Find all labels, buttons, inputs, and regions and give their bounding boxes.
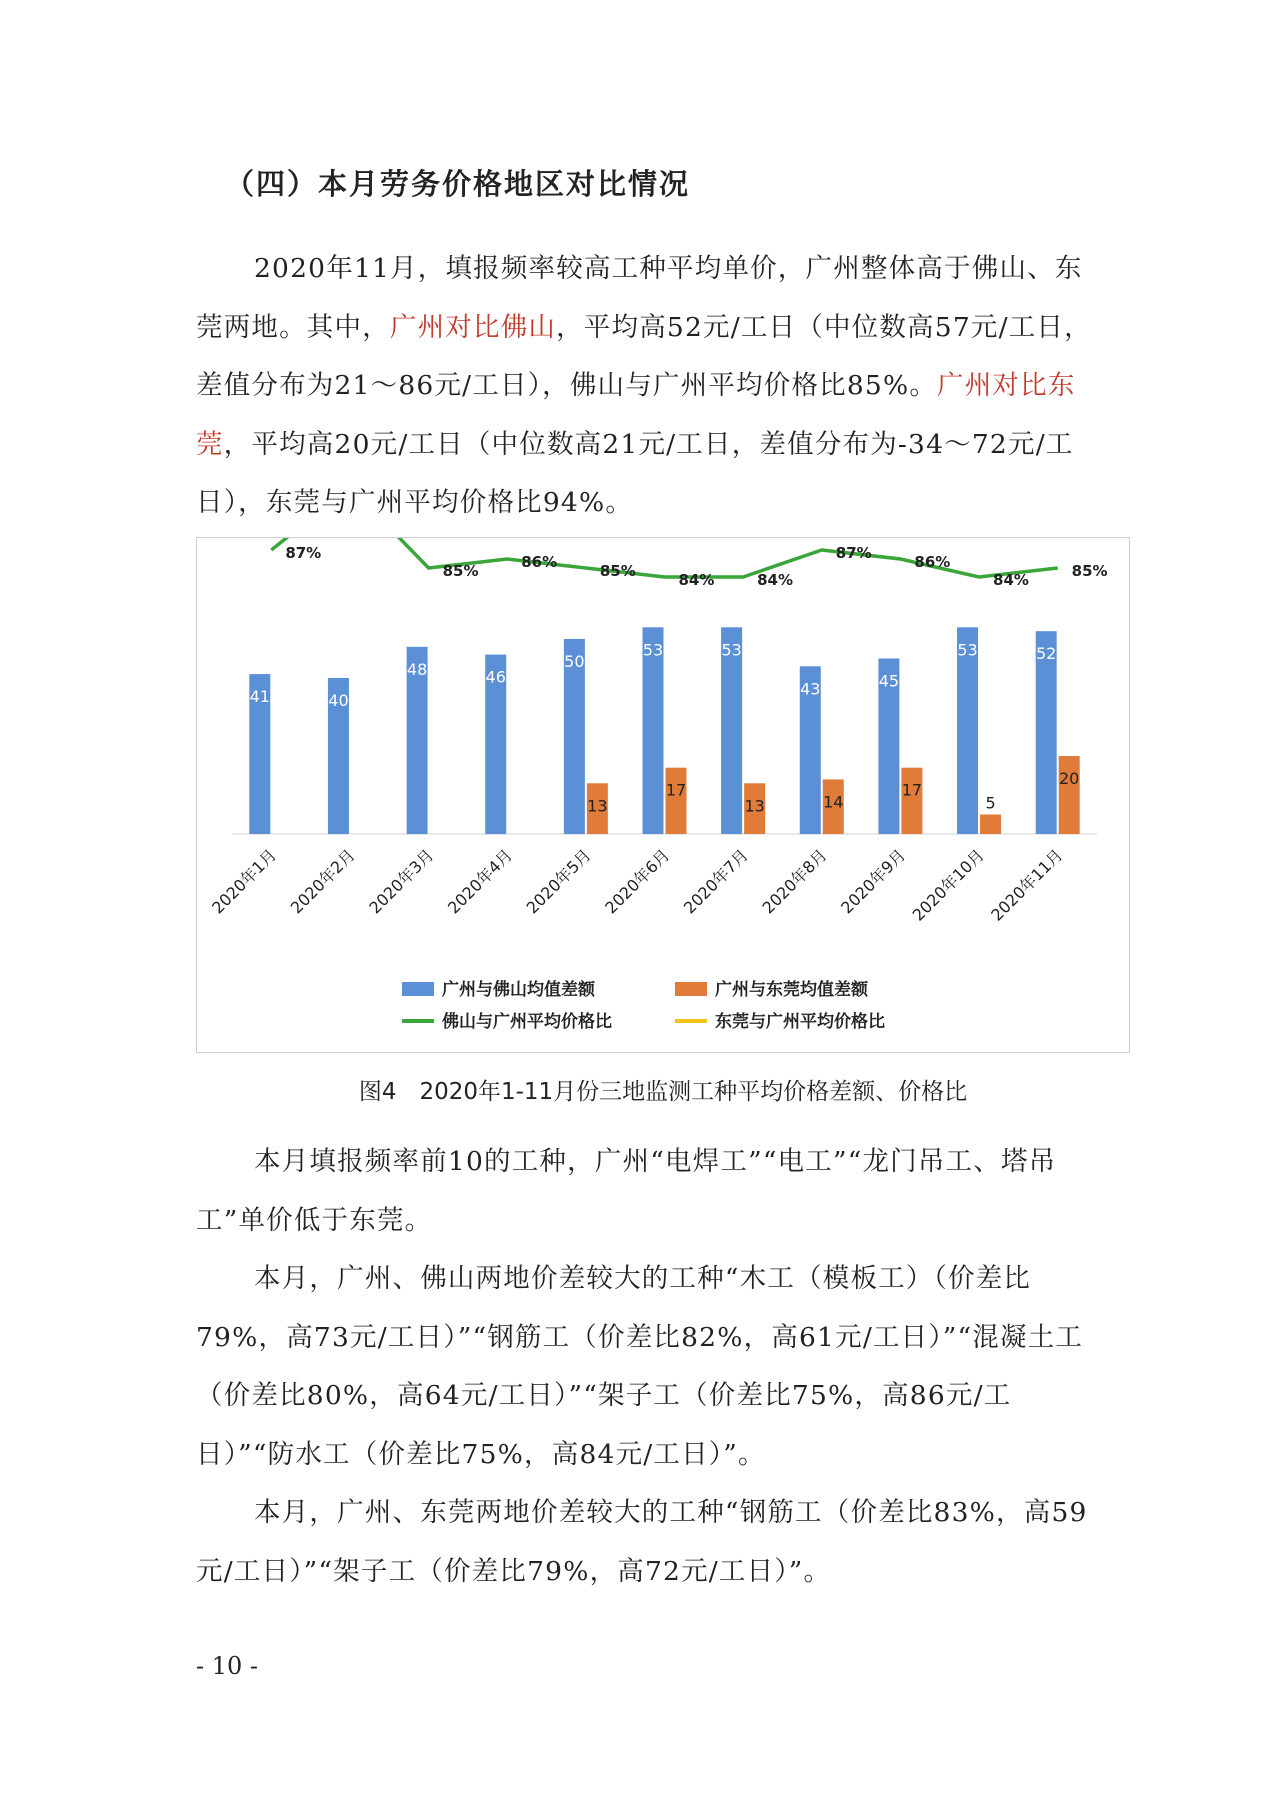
paragraph-4 <box>196 1484 1096 1601</box>
foshan-ratio-point-label: 85% <box>599 562 636 580</box>
bar-label-guangzhou-foshan: 43 <box>800 679 821 699</box>
paragraph-3-text: 本月，广州、佛山两地价差较大的工种“木工（模板工）（价差比79%，高73元/工日）”“钢筋工（价差比82%，高61元/工日）”“混凝土工（价差比80%，高64元/工日）”“架子工（价差比75%，高86元/工日）”“防水工（价差比75%，高84元/工日）”。 <box>196 1263 1084 1470</box>
bar-guangzhou-dongguan <box>666 768 687 834</box>
foshan-ratio-point-label: 84% <box>678 571 715 589</box>
paragraph-1 <box>196 240 1096 533</box>
price-comparison-chart <box>196 537 1130 1053</box>
foshan-ratio-point-label: 84% <box>757 571 794 589</box>
bar-label-guangzhou-dongguan: 14 <box>823 792 844 812</box>
figure-caption: 图4 2020年1-11月份三地监测工种平均价格差额、价格比 <box>358 1079 968 1105</box>
bar-guangzhou-dongguan <box>1059 756 1080 834</box>
legend-label: 广州与佛山均值差额 <box>442 980 595 1000</box>
legend-swatch <box>675 982 707 996</box>
foshan-ratio-point-label: 87% <box>835 544 872 562</box>
x-tick-label: 2020年1月 <box>208 845 281 918</box>
foshan-ratio-point-label: 84% <box>993 571 1029 589</box>
x-tick-label: 2020年3月 <box>365 845 438 918</box>
bar-label-guangzhou-foshan: 53 <box>642 640 664 660</box>
foshan-ratio-point-label: 85% <box>442 562 479 580</box>
x-tick-label: 2020年9月 <box>837 845 910 918</box>
x-tick-label: 2020年7月 <box>679 845 752 918</box>
x-tick-label: 2020年10月 <box>908 845 988 925</box>
bar-label-guangzhou-dongguan: 5 <box>985 793 996 813</box>
bar-label-guangzhou-foshan: 40 <box>328 691 349 710</box>
section-heading: （四）本月劳务价格地区对比情况 <box>225 167 691 201</box>
foshan-ratio-point-label: 87% <box>285 544 322 562</box>
paragraph-2 <box>196 1133 1096 1250</box>
x-tick-label: 2020年6月 <box>601 845 674 918</box>
bar-guangzhou-dongguan <box>980 815 1001 835</box>
x-tick-label: 2020年11月 <box>987 845 1067 925</box>
bar-label-guangzhou-dongguan: 17 <box>901 780 923 800</box>
paragraph-1-text-c: ，平均高20元/工日（中位数高21元/工日，差值分布为-34～72元/工日），东莞与广州平均价格比94%。 <box>196 428 1074 518</box>
bar-label-guangzhou-dongguan: 13 <box>744 796 765 816</box>
bar-label-guangzhou-foshan: 46 <box>485 667 506 687</box>
paragraph-4-text: 本月，广州、东莞两地价差较大的工种“钢筋工（价差比83%，高59元/工日）”“架子工（价差比79%，高72元/工日）”。 <box>196 1497 1088 1587</box>
legend-label: 佛山与广州平均价格比 <box>442 1012 612 1032</box>
x-tick-label: 2020年4月 <box>443 845 517 918</box>
bar-label-guangzhou-dongguan: 17 <box>665 780 687 800</box>
foshan-ratio-point-label: 85% <box>1071 562 1108 580</box>
legend-label: 广州与东莞均值差额 <box>715 980 868 1000</box>
bar-label-guangzhou-foshan: 48 <box>406 659 428 679</box>
bar-label-guangzhou-foshan: 53 <box>957 640 978 660</box>
legend-label: 东莞与广州平均价格比 <box>715 1012 885 1032</box>
page-number: - 10 - <box>196 1652 259 1680</box>
bar-label-guangzhou-foshan: 45 <box>878 671 900 691</box>
bar-label-guangzhou-foshan: 41 <box>249 687 270 707</box>
paragraph-3 <box>196 1250 1096 1484</box>
foshan-ratio-point-label: 86% <box>914 553 951 571</box>
paragraph-1-text-b: ，平均高52元/工日（中位数高57元/工日，差值分布为21～86元/工日），佛山与广州平均价格比85%。 <box>196 311 1092 401</box>
paragraph-2-text: 本月填报频率前10的工种，广州“电焊工”“电工”“龙门吊工、塔吊工”单价低于东莞。 <box>196 1146 1057 1236</box>
bar-label-guangzhou-foshan: 50 <box>564 652 585 671</box>
bar-label-guangzhou-dongguan: 20 <box>1059 769 1080 788</box>
paragraph-1-text-a: 2020年11月，填报频率较高工种平均单价，广州整体高于佛山、东莞两地。其中， <box>196 253 1083 343</box>
x-tick-label: 2020年5月 <box>522 845 595 918</box>
bar-label-guangzhou-foshan: 52 <box>1036 644 1057 664</box>
highlight-guangzhou-vs-foshan: 广州对比佛山 <box>389 311 557 343</box>
chart-svg <box>197 538 1131 1054</box>
bar-label-guangzhou-foshan: 53 <box>721 640 742 660</box>
x-tick-label: 2020年8月 <box>758 845 831 918</box>
highlight-guangzhou-vs-dongguan: 广州对比东莞 <box>196 370 1076 460</box>
bar-guangzhou-dongguan <box>901 768 922 834</box>
bar-label-guangzhou-dongguan: 13 <box>587 796 608 816</box>
foshan-ratio-point-label: 86% <box>521 553 558 571</box>
x-tick-label: 2020年2月 <box>286 845 359 918</box>
legend-swatch <box>402 982 434 996</box>
